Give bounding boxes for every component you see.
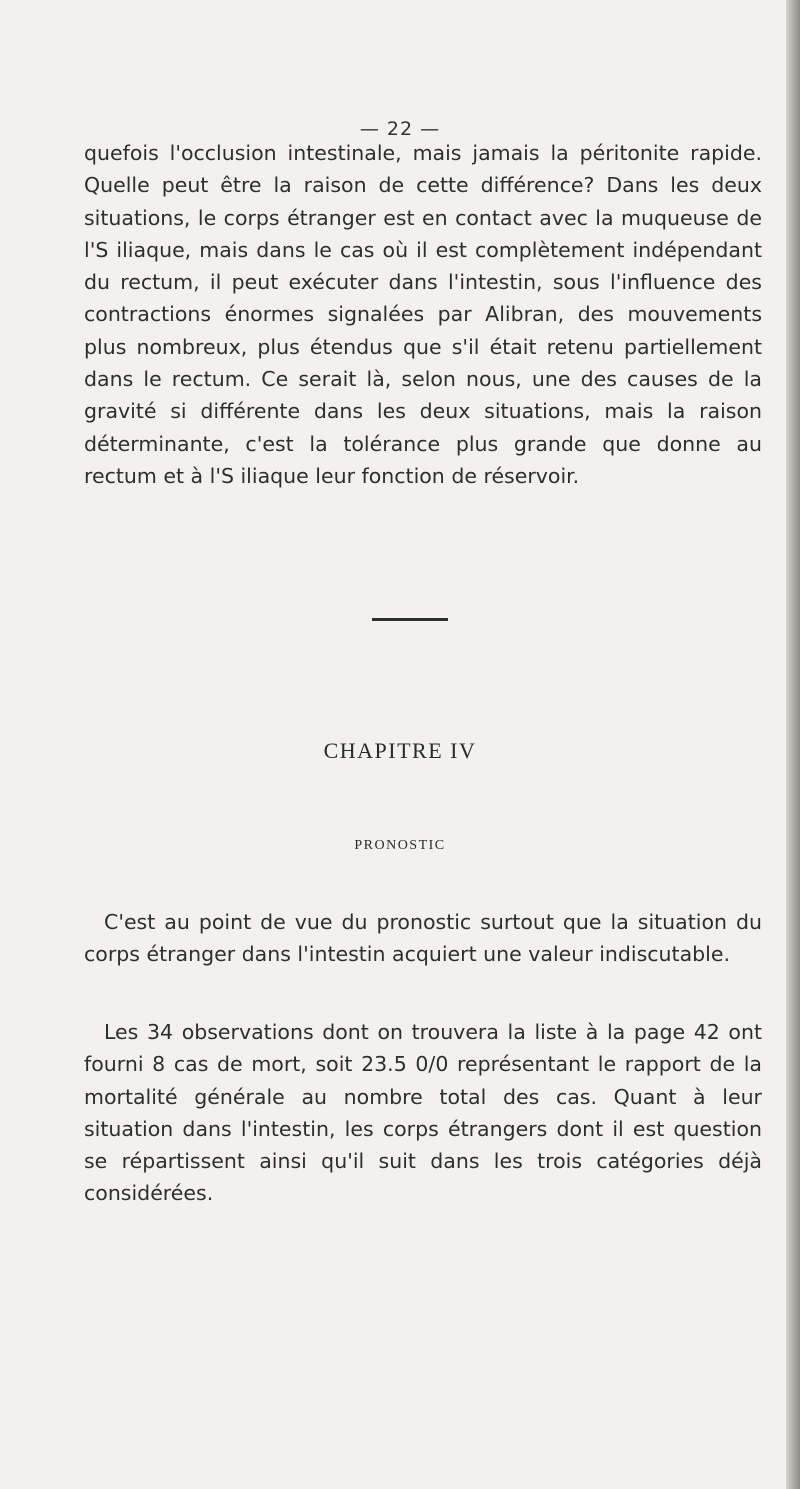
paragraph-text: Les 34 observations dont on trouvera la liste à la page 42 ont fourni 8 cas de mort, soit 23.5 0/0 représentant le rapport de la mortalité générale au nombre total des cas. Quant à leur situation dans l'intestin, les corps étrangers dont il est question se répartissent ainsi qu'il suit dans les trois catégories déjà considérées. — [84, 1020, 762, 1206]
paragraph-intro — [84, 906, 762, 971]
section-divider — [372, 618, 448, 621]
page-number: — 22 — — [359, 118, 441, 140]
chapter-title: CHAPITRE IV — [323, 738, 477, 763]
paragraph-observations — [84, 1016, 762, 1210]
section-title: PRONOSTIC — [354, 838, 446, 853]
paragraph-continuation — [84, 137, 762, 492]
paragraph-text: C'est au point de vue du pronostic surtout que la situation du corps étranger dans l'intestin acquiert une valeur indiscutable. — [84, 910, 762, 967]
paragraph-text: quefois l'occlusion intestinale, mais jamais la péritonite rapide. Quelle peut être la raison de cette différence? Dans les deux situations, le corps étranger est en contact avec la muqueuse de l'S iliaque, mais dans le cas où il est complètement indépendant du rectum, il peut exécuter dans l'intestin, sous l'influence des contractions énormes signalées par Alibran, des mouvements plus nombreux, plus étendus que s'il était retenu partiellement dans le rectum. Ce serait là, selon nous, une des causes de la gravité si différente dans les deux situations, mais la raison déterminante, c'est la tolérance plus grande que donne au rectum et à l'S iliaque leur fonction de réservoir. — [84, 141, 762, 488]
